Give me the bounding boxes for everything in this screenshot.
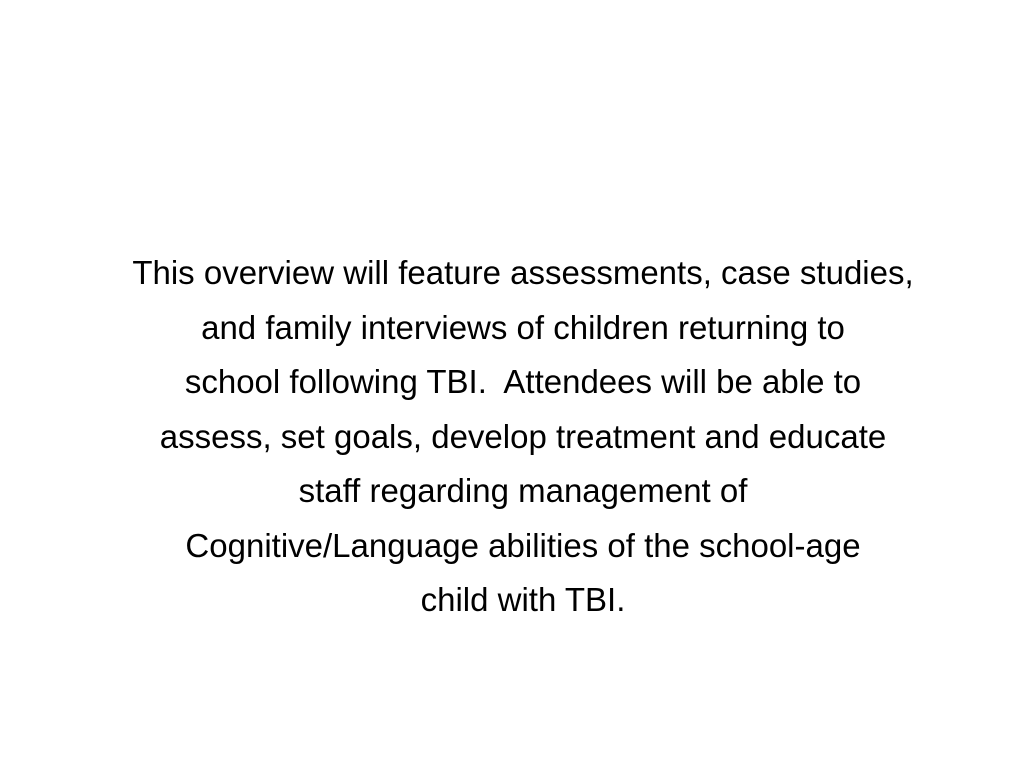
overview-paragraph: [30, 246, 1016, 628]
paragraph-line-4: assess, set goals, develop treatment and educate: [159, 417, 887, 455]
paragraph-line-1: This overview will feature assessments, case studies,: [132, 254, 914, 291]
paragraph-line-3: school following TBI. Attendees will be able to: [184, 363, 862, 400]
paragraph-line-6: Cognitive/Language abilities of the school-age: [185, 526, 861, 564]
paragraph-line-2: and family interviews of children returning to: [201, 308, 845, 346]
paragraph-line-7: child with TBI.: [420, 581, 626, 618]
paragraph-line-5: staff regarding management of: [298, 472, 748, 509]
